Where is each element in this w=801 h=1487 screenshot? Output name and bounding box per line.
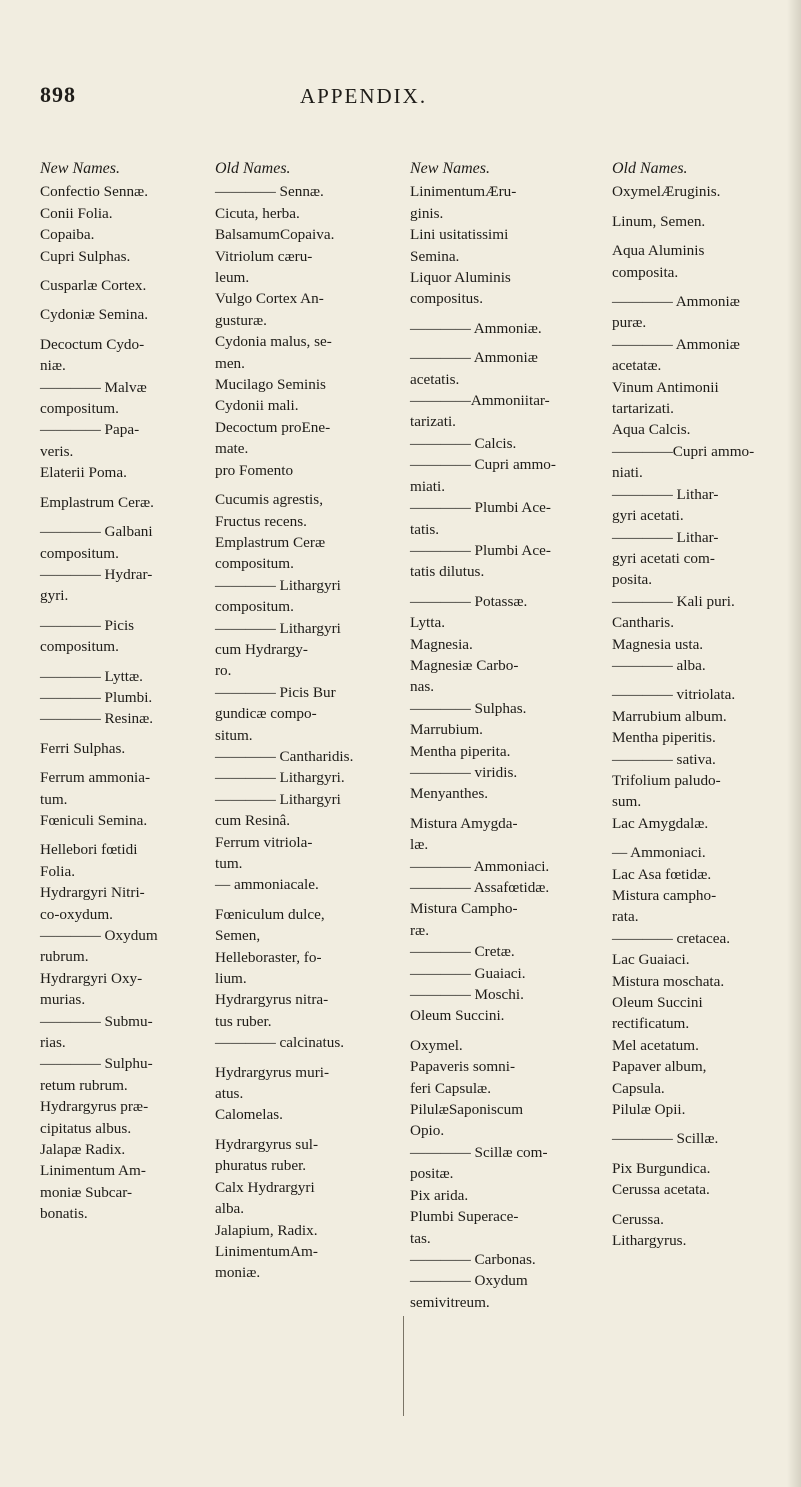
entry: Marrubium album.	[612, 707, 727, 725]
entry: ————Cupri ammo- niati.	[612, 442, 755, 482]
entry: ———— Lithargyri cum Resinâ.	[215, 790, 341, 830]
entry	[40, 513, 212, 521]
entry: ———— Cupri ammo- miati.	[410, 456, 556, 495]
entry: Ferri Sulphas.	[40, 739, 126, 757]
entry: PilulæSaponiscum Opio.	[410, 1101, 524, 1140]
entry: ———— Plumbi Ace- tatis.	[410, 499, 551, 538]
margin-rule	[403, 1316, 404, 1416]
entry: Cupri Sulphas.	[40, 247, 131, 265]
entry: ———— vitriolata.	[612, 686, 736, 704]
entry: Vinum Antimonii tartarizati.	[612, 378, 719, 418]
entry: Hydrargyrus præ- cipitatus albus.	[40, 1098, 149, 1137]
entry: ———— Scillæ com- positæ.	[410, 1143, 548, 1183]
entry: Papaver album, Capsula.	[612, 1058, 707, 1097]
entry: Hydrargyri Oxy- murias.	[40, 969, 143, 1009]
entry: Conii Folia.	[40, 204, 113, 222]
entry: Trifolium paludo- sum.	[612, 771, 721, 811]
entry: Pilulæ Opii.	[612, 1101, 686, 1119]
entry	[410, 583, 600, 591]
entry: Cusparlæ Cortex.	[40, 277, 147, 295]
entry: Lac Asa fœtidæ.	[612, 865, 712, 883]
entry: ———— Plumbi Ace- tatis dilutus.	[410, 541, 551, 581]
entry: ———— Carbonas.	[410, 1250, 536, 1268]
entry: Hellebori fœtidi Folia.	[40, 841, 138, 880]
entry: Linimentum Am- moniæ Subcar- bonatis.	[40, 1162, 146, 1223]
entry: ———— Potassæ.	[410, 592, 528, 610]
entry	[612, 676, 790, 684]
entry: ———— Cantharidis.	[215, 747, 354, 765]
entry: Pix Burgundica.	[612, 1159, 711, 1177]
entry	[40, 484, 212, 492]
entry: ———— Sennæ.	[215, 183, 324, 201]
entry: Emplastrum Ceræ compositum.	[215, 533, 326, 573]
entry: Jalapæ Radix.	[40, 1141, 126, 1159]
entry: Lytta.	[410, 614, 446, 632]
column-heading: Old Names.	[215, 160, 291, 177]
entry: ———— Submu- rias.	[40, 1012, 153, 1052]
entry: ———— calcinatus.	[215, 1034, 345, 1052]
entry: ———— Papa- veris.	[40, 421, 140, 460]
entry: Mistura campho- rata.	[612, 887, 717, 926]
running-title: APPENDIX.	[300, 84, 428, 108]
column-heading: Old Names.	[612, 160, 688, 177]
entry	[410, 310, 600, 318]
entry: ———— Guaiaci.	[410, 964, 526, 982]
entry: ———— Ammoniaci.	[410, 857, 550, 875]
entry: BalsamumCopaiva.	[215, 226, 335, 244]
entry	[410, 339, 600, 347]
entry: ———— Malvæ compositum.	[40, 378, 147, 418]
entry: ———— Kali puri.	[612, 592, 735, 610]
entry: ———— Galbani compositum.	[40, 523, 153, 562]
column-new-names-left	[40, 158, 212, 1225]
entry: Confectio Sennæ.	[40, 183, 148, 201]
entry: pro Fomento	[215, 461, 294, 479]
page-number: 898	[40, 82, 76, 107]
entry: Mistura Amygda- læ.	[410, 814, 518, 854]
entry: Cerussa acetata.	[612, 1181, 710, 1199]
entry: Pix arida.	[410, 1186, 469, 1204]
entry: Mucilago Seminis Cydonii mali.	[215, 376, 326, 415]
entry: Lac Amygdalæ.	[612, 814, 709, 832]
entry: Emplastrum Ceræ.	[40, 493, 154, 511]
entry: ———— Lithargyri cum Hydrargy- ro.	[215, 619, 341, 680]
entry: ———— cretacea.	[612, 929, 731, 947]
entry: Lac Guaiaci.	[612, 951, 690, 969]
entry: Cydoniæ Semina.	[40, 306, 149, 324]
entry: Menyanthes.	[410, 785, 489, 803]
entry: Elaterii Poma.	[40, 464, 127, 482]
entry: ———— Plumbi.	[40, 688, 153, 706]
page-edge-shadow	[787, 0, 801, 1487]
entry: Hydrargyri Nitri- co-oxydum.	[40, 884, 145, 923]
entry: LinimentumAm- moniæ.	[215, 1242, 318, 1282]
entry: Hydrargyrus muri- atus.	[215, 1063, 330, 1103]
entry: Magnesia.	[410, 635, 473, 653]
entry: Vitriolum cæru- leum.	[215, 247, 313, 287]
entry: Cucumis agrestis, Fructus recens.	[215, 491, 323, 530]
entry	[410, 1027, 600, 1035]
entry: Magnesia usta.	[612, 635, 704, 653]
entry: ———— Oxydum semivitreum.	[410, 1272, 528, 1311]
entry	[40, 730, 212, 738]
column-old-names-right	[612, 158, 790, 1252]
entry: ———— Moschi.	[410, 986, 524, 1004]
entry: ———— Lithargyri.	[215, 769, 345, 787]
entry: Oxymel.	[410, 1036, 463, 1054]
entry: ———— viridis.	[410, 763, 518, 781]
entry	[215, 481, 400, 489]
entry: Hydrargyrus sul- phuratus ruber.	[215, 1135, 319, 1175]
column-new-names-right	[410, 158, 600, 1313]
entry: Mistura Campho- ræ.	[410, 900, 518, 939]
entry: Helleboraster, fo- lium.	[215, 948, 322, 988]
column-old-names-left	[215, 158, 400, 1284]
entry: ———— Sulphas.	[410, 699, 527, 717]
entry: ———— Picis compositum.	[40, 616, 135, 656]
column-heading: New Names.	[40, 160, 120, 177]
column-heading: New Names.	[410, 160, 490, 177]
entry	[612, 1150, 790, 1158]
entry: ———— Resinæ.	[40, 710, 154, 728]
entry: Lithargyrus.	[612, 1232, 687, 1250]
entry: ———— Ammoniæ.	[410, 319, 542, 337]
entry: Mentha piperita.	[410, 742, 511, 760]
entry: Liquor Aluminis compositus.	[410, 269, 511, 308]
entry: Decoctum proEne- mate.	[215, 418, 331, 458]
entry: ———— Sulphu- retum rubrum.	[40, 1055, 153, 1094]
entry: — Ammoniaci.	[612, 844, 706, 862]
entry	[40, 759, 212, 767]
entry: Aqua Aluminis composita.	[612, 242, 705, 281]
entry	[612, 1120, 790, 1128]
entry	[215, 1054, 400, 1062]
entry: Fœniculum dulce, Semen,	[215, 905, 325, 945]
entry: ———— Scillæ.	[612, 1130, 719, 1148]
entry	[410, 805, 600, 813]
entry: Aqua Calcis.	[612, 421, 691, 439]
entry: ———— Lithargyri compositum.	[215, 576, 341, 616]
entry: Oleum Succini rectificatum.	[612, 994, 703, 1033]
entry	[215, 896, 400, 904]
entry: ———— Ammoniæ acetatis.	[410, 349, 538, 388]
entry: ———— sativa.	[612, 750, 716, 768]
entry: Papaveris somni- feri Capsulæ.	[410, 1058, 516, 1097]
entry: ———— Lyttæ.	[40, 667, 143, 685]
entry: Cantharis.	[612, 614, 675, 632]
entry: ———— Ammoniæ puræ.	[612, 293, 740, 332]
entry	[215, 1126, 400, 1134]
entry: Ferrum ammonia- tum.	[40, 769, 151, 808]
entry: ———— Hydrar- gyri.	[40, 565, 153, 605]
entry: Vulgo Cortex An- gusturæ.	[215, 290, 324, 329]
entry: ———— Picis Bur gundicæ compo- situm.	[215, 683, 336, 744]
entry	[40, 296, 212, 304]
entry: Plumbi Superace- tas.	[410, 1208, 519, 1247]
entry: Cerussa.	[612, 1210, 664, 1228]
entry: ———— Cretæ.	[410, 943, 515, 961]
entry: LinimentumÆru- ginis.	[410, 183, 517, 222]
entry: Ferrum vitriola- tum.	[215, 833, 313, 872]
entry: Hydrargyrus nitra- tus ruber.	[215, 991, 329, 1030]
entry: Mistura moschata.	[612, 972, 725, 990]
entry: Fœniculi Semina.	[40, 811, 148, 829]
entry: Mel acetatum.	[612, 1036, 699, 1054]
entry: Copaiba.	[40, 226, 95, 244]
entry: Cicuta, herba.	[215, 204, 300, 222]
entry: Magnesiæ Carbo- nas.	[410, 656, 519, 696]
entry: OxymelÆruginis.	[612, 183, 721, 201]
entry: Decoctum Cydo- niæ.	[40, 335, 145, 375]
entry: ———— Ammoniæ acetatæ.	[612, 335, 740, 375]
entry: ———— Lithar- gyri acetati com- posita.	[612, 528, 719, 589]
entry	[612, 203, 790, 211]
entry	[612, 1201, 790, 1209]
entry: Calx Hydrargyri alba.	[215, 1178, 315, 1218]
entry: ———— Oxydum rubrum.	[40, 927, 158, 966]
entry: Lini usitatissimi Semina.	[410, 226, 509, 265]
entry: Jalapium, Radix.	[215, 1221, 318, 1239]
entry: Mentha piperitis.	[612, 729, 716, 747]
entry	[40, 831, 212, 839]
entry	[40, 658, 212, 666]
entry: ———— Calcis.	[410, 434, 517, 452]
entry	[40, 267, 212, 275]
entry	[612, 283, 790, 291]
entry: Marrubium.	[410, 721, 483, 739]
entry: Cydonia malus, se- men.	[215, 333, 332, 372]
entry: ————Ammoniitar- tarizati.	[410, 392, 550, 431]
entry: ———— Assafœtidæ.	[410, 879, 550, 896]
entry: Oleum Succini.	[410, 1007, 505, 1025]
entry	[612, 834, 790, 842]
entry: Linum, Semen.	[612, 212, 706, 230]
entry	[40, 607, 212, 615]
entry	[40, 326, 212, 334]
entry: ———— Lithar- gyri acetati.	[612, 485, 719, 525]
entry	[612, 232, 790, 240]
entry: — ammoniacale.	[215, 876, 319, 894]
entry: ———— alba.	[612, 656, 706, 674]
entry: Calomelas.	[215, 1106, 283, 1124]
